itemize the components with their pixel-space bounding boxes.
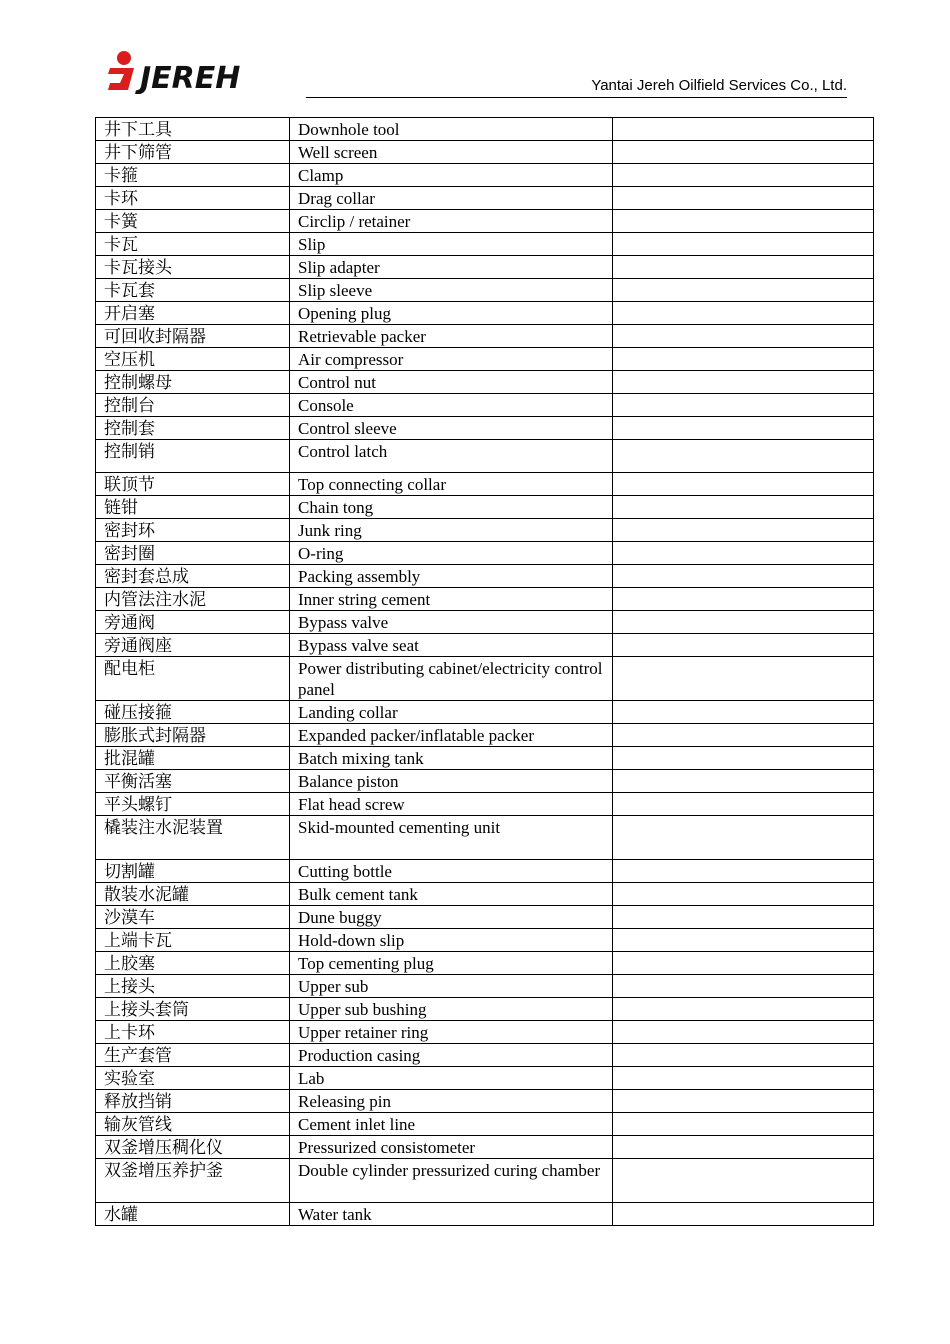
term-english: Upper retainer ring — [290, 1021, 613, 1044]
term-english: Top cementing plug — [290, 952, 613, 975]
term-chinese: 释放挡销 — [96, 1090, 290, 1113]
term-english: Drag collar — [290, 187, 613, 210]
term-english: O-ring — [290, 542, 613, 565]
notes-cell — [613, 302, 874, 325]
term-english: Slip adapter — [290, 256, 613, 279]
glossary-table — [95, 117, 874, 1226]
term-chinese: 上胶塞 — [96, 952, 290, 975]
term-english: Console — [290, 394, 613, 417]
term-english: Control nut — [290, 371, 613, 394]
table-row — [96, 657, 874, 701]
term-chinese: 上卡环 — [96, 1021, 290, 1044]
notes-cell — [613, 724, 874, 747]
table-row — [96, 770, 874, 793]
table-row — [96, 1090, 874, 1113]
notes-cell — [613, 906, 874, 929]
term-english: Clamp — [290, 164, 613, 187]
logo-mark — [108, 68, 134, 90]
table-row — [96, 1136, 874, 1159]
notes-cell — [613, 1090, 874, 1113]
notes-cell — [613, 952, 874, 975]
table-row — [96, 371, 874, 394]
term-english: Well screen — [290, 141, 613, 164]
table-row — [96, 1021, 874, 1044]
logo-red-dot — [117, 51, 131, 65]
term-chinese: 联顶节 — [96, 473, 290, 496]
term-english: Cutting bottle — [290, 860, 613, 883]
term-chinese: 上端卡瓦 — [96, 929, 290, 952]
notes-cell — [613, 793, 874, 816]
notes-cell — [613, 1203, 874, 1226]
notes-cell — [613, 1113, 874, 1136]
notes-cell — [613, 348, 874, 371]
term-chinese: 批混罐 — [96, 747, 290, 770]
notes-cell — [613, 440, 874, 473]
term-english: Hold-down slip — [290, 929, 613, 952]
notes-cell — [613, 256, 874, 279]
notes-cell — [613, 1021, 874, 1044]
term-chinese: 上接头套筒 — [96, 998, 290, 1021]
notes-cell — [613, 210, 874, 233]
term-english: Lab — [290, 1067, 613, 1090]
notes-cell — [613, 279, 874, 302]
term-english: Releasing pin — [290, 1090, 613, 1113]
notes-cell — [613, 187, 874, 210]
term-english: Double cylinder pressurized curing chamber — [290, 1159, 613, 1203]
table-row — [96, 519, 874, 542]
term-english: Skid-mounted cementing unit — [290, 816, 613, 860]
term-chinese: 井下工具 — [96, 118, 290, 141]
notes-cell — [613, 1067, 874, 1090]
notes-cell — [613, 860, 874, 883]
table-row — [96, 611, 874, 634]
term-chinese: 卡环 — [96, 187, 290, 210]
term-chinese: 密封套总成 — [96, 565, 290, 588]
table-row — [96, 118, 874, 141]
notes-cell — [613, 141, 874, 164]
term-english: Junk ring — [290, 519, 613, 542]
term-chinese: 实验室 — [96, 1067, 290, 1090]
table-row — [96, 975, 874, 998]
notes-cell — [613, 519, 874, 542]
term-chinese: 双釜增压养护釜 — [96, 1159, 290, 1203]
notes-cell — [613, 394, 874, 417]
table-row — [96, 1067, 874, 1090]
table-row — [96, 256, 874, 279]
term-english: Control sleeve — [290, 417, 613, 440]
notes-cell — [613, 1136, 874, 1159]
table-row — [96, 496, 874, 519]
notes-cell — [613, 883, 874, 906]
term-english: Pressurized consistometer — [290, 1136, 613, 1159]
term-english: Chain tong — [290, 496, 613, 519]
table-row — [96, 542, 874, 565]
term-english: Top connecting collar — [290, 473, 613, 496]
term-chinese: 内管法注水泥 — [96, 588, 290, 611]
term-chinese: 链钳 — [96, 496, 290, 519]
term-chinese: 平衡活塞 — [96, 770, 290, 793]
table-row — [96, 164, 874, 187]
term-chinese: 碰压接箍 — [96, 701, 290, 724]
term-english: Air compressor — [290, 348, 613, 371]
glossary-body — [96, 118, 874, 1226]
table-row — [96, 929, 874, 952]
notes-cell — [613, 542, 874, 565]
table-row — [96, 233, 874, 256]
term-english: Balance piston — [290, 770, 613, 793]
term-english: Control latch — [290, 440, 613, 473]
term-chinese: 控制螺母 — [96, 371, 290, 394]
term-english: Expanded packer/inflatable packer — [290, 724, 613, 747]
term-english: Retrievable packer — [290, 325, 613, 348]
table-row — [96, 998, 874, 1021]
term-chinese: 切割罐 — [96, 860, 290, 883]
term-chinese: 散装水泥罐 — [96, 883, 290, 906]
term-english: Upper sub — [290, 975, 613, 998]
term-chinese: 卡簧 — [96, 210, 290, 233]
table-row — [96, 793, 874, 816]
term-english: Production casing — [290, 1044, 613, 1067]
notes-cell — [613, 233, 874, 256]
term-chinese: 旁通阀座 — [96, 634, 290, 657]
term-chinese: 控制套 — [96, 417, 290, 440]
table-row — [96, 1203, 874, 1226]
term-chinese: 生产套管 — [96, 1044, 290, 1067]
term-english: Circlip / retainer — [290, 210, 613, 233]
table-row — [96, 747, 874, 770]
notes-cell — [613, 1159, 874, 1203]
notes-cell — [613, 816, 874, 860]
table-row — [96, 394, 874, 417]
term-chinese: 可回收封隔器 — [96, 325, 290, 348]
table-row — [96, 860, 874, 883]
term-english: Flat head screw — [290, 793, 613, 816]
term-chinese: 卡瓦套 — [96, 279, 290, 302]
term-chinese: 空压机 — [96, 348, 290, 371]
term-english: Downhole tool — [290, 118, 613, 141]
term-english: Bypass valve — [290, 611, 613, 634]
notes-cell — [613, 611, 874, 634]
term-chinese: 膨胀式封隔器 — [96, 724, 290, 747]
table-row — [96, 565, 874, 588]
table-row — [96, 473, 874, 496]
notes-cell — [613, 371, 874, 394]
table-row — [96, 348, 874, 371]
logo-text: JEREH — [140, 61, 241, 94]
notes-cell — [613, 701, 874, 724]
table-row — [96, 906, 874, 929]
term-chinese: 密封环 — [96, 519, 290, 542]
notes-cell — [613, 417, 874, 440]
term-english: Dune buggy — [290, 906, 613, 929]
term-chinese: 卡箍 — [96, 164, 290, 187]
table-row — [96, 588, 874, 611]
term-chinese: 旁通阀 — [96, 611, 290, 634]
term-english: Inner string cement — [290, 588, 613, 611]
table-row — [96, 724, 874, 747]
notes-cell — [613, 325, 874, 348]
notes-cell — [613, 975, 874, 998]
table-row — [96, 141, 874, 164]
term-chinese: 平头螺钉 — [96, 793, 290, 816]
term-chinese: 控制销 — [96, 440, 290, 473]
company-name: Yantai Jereh Oilfield Services Co., Ltd. — [306, 75, 847, 98]
term-english: Opening plug — [290, 302, 613, 325]
term-chinese: 输灰管线 — [96, 1113, 290, 1136]
table-row — [96, 279, 874, 302]
jereh-logo — [104, 50, 304, 94]
term-english: Slip — [290, 233, 613, 256]
table-row — [96, 1159, 874, 1203]
term-chinese: 沙漠车 — [96, 906, 290, 929]
term-english: Water tank — [290, 1203, 613, 1226]
term-english: Cement inlet line — [290, 1113, 613, 1136]
table-row — [96, 1113, 874, 1136]
table-row — [96, 417, 874, 440]
notes-cell — [613, 473, 874, 496]
term-chinese: 密封圈 — [96, 542, 290, 565]
notes-cell — [613, 747, 874, 770]
table-row — [96, 816, 874, 860]
notes-cell — [613, 998, 874, 1021]
table-row — [96, 210, 874, 233]
term-chinese: 卡瓦 — [96, 233, 290, 256]
notes-cell — [613, 496, 874, 519]
term-english: Power distributing cabinet/electricity control panel — [290, 657, 613, 701]
notes-cell — [613, 164, 874, 187]
term-chinese: 配电柜 — [96, 657, 290, 701]
term-chinese: 橇装注水泥装置 — [96, 816, 290, 860]
term-english: Packing assembly — [290, 565, 613, 588]
term-english: Slip sleeve — [290, 279, 613, 302]
notes-cell — [613, 770, 874, 793]
term-english: Bulk cement tank — [290, 883, 613, 906]
term-english: Bypass valve seat — [290, 634, 613, 657]
notes-cell — [613, 1044, 874, 1067]
term-chinese: 开启塞 — [96, 302, 290, 325]
notes-cell — [613, 634, 874, 657]
term-chinese: 水罐 — [96, 1203, 290, 1226]
term-english: Batch mixing tank — [290, 747, 613, 770]
table-row — [96, 440, 874, 473]
table-row — [96, 883, 874, 906]
notes-cell — [613, 929, 874, 952]
term-chinese: 井下筛管 — [96, 141, 290, 164]
notes-cell — [613, 588, 874, 611]
table-row — [96, 952, 874, 975]
notes-cell — [613, 118, 874, 141]
table-row — [96, 634, 874, 657]
term-english: Upper sub bushing — [290, 998, 613, 1021]
term-english: Landing collar — [290, 701, 613, 724]
term-chinese: 双釜增压稠化仪 — [96, 1136, 290, 1159]
table-row — [96, 1044, 874, 1067]
table-row — [96, 701, 874, 724]
term-chinese: 卡瓦接头 — [96, 256, 290, 279]
table-row — [96, 187, 874, 210]
notes-cell — [613, 565, 874, 588]
term-chinese: 控制台 — [96, 394, 290, 417]
table-row — [96, 302, 874, 325]
table-row — [96, 325, 874, 348]
term-chinese: 上接头 — [96, 975, 290, 998]
notes-cell — [613, 657, 874, 701]
